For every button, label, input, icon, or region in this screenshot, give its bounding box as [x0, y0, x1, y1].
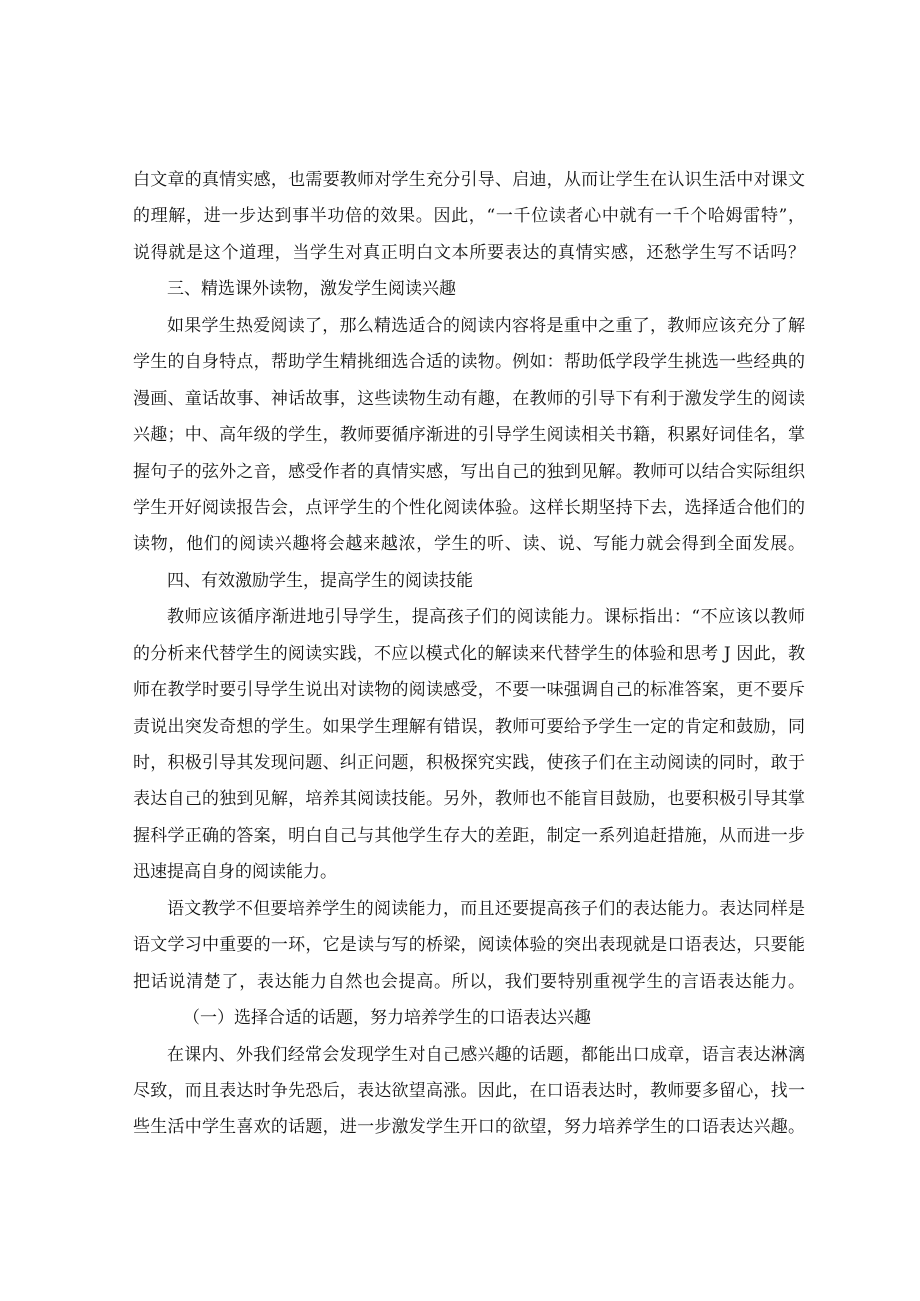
- subsection-heading-1: （一）选择合适的话题，努力培养学生的口语表达兴趣: [183, 1008, 591, 1029]
- text-line-27: 些生活中学生喜欢的话题，进一步激发学生开口的欲望，努力培养学生的口语表达兴趣。: [133, 1117, 805, 1138]
- text-line-8: 兴趣；中、高年级的学生，教师要循序渐进的引导学生阅读相关书籍，积累好词佳名，掌: [133, 425, 805, 446]
- text-line-18: 表达自己的独到见解，培养其阅读技能。另外，教师也不能盲目鼓励，也要积极引导其掌: [133, 789, 805, 810]
- text-line-26: 尽致，而且表达时争先恐后，表达欲望高涨。因此，在口语表达时，教师要多留心，找一: [133, 1080, 805, 1101]
- text-line-23: 把话说清楚了，表达能力自然也会提高。所以，我们要特别重视学生的言语表达能力。: [133, 971, 805, 992]
- text-line-3: 说得就是这个道理，当学生对真正明白文本所要表达的真情实感，还愁学生写不话吗？: [133, 242, 805, 263]
- text-line-2: 的理解，进一步达到事半功倍的效果。因此，“一千位读者心中就有一千个哈姆雷特”，: [133, 206, 805, 227]
- text-line-17: 时，积极引导其发现问题、纠正问题，积极探究实践，使孩子们在主动阅读的同时，敢于: [133, 753, 805, 773]
- text-line-14: 的分析来代替学生的阅读实践，不应以模式化的解读来代替学生的体验和思考 J 因此，教: [133, 643, 805, 664]
- section-heading-4: 四、有效激励学生，提高学生的阅读技能: [167, 570, 473, 591]
- text-line-16: 责说出突发奇想的学生。如果学生理解有错误，教师可要给予学生一定的肯定和鼓励，同: [133, 716, 805, 737]
- document-body: [133, 162, 805, 1146]
- text-line-5: 如果学生热爱阅读了，那么精选适合的阅读内容将是重中之重了，教师应该充分了解: [167, 315, 805, 336]
- text-line-10: 学生开好阅读报告会，点评学生的个性化阅读体验。这样长期坚持下去，选择适合他们的: [133, 497, 805, 518]
- text-line-20: 迅速提高自身的阅读能力。: [133, 862, 337, 883]
- text-line-7: 漫画、童话故事、神话故事，这些读物生动有趣，在教师的引导下有利于激发学生的阅读: [133, 388, 805, 409]
- text-line-13: 教师应该循序渐进地引导学生，提高孩子们的阅读能力。课标指出：“不应该以教师: [167, 607, 805, 628]
- section-heading-3: 三、精选课外读物，激发学生阅读兴趣: [167, 279, 456, 300]
- text-line-19: 握科学正确的答案，明白自己与其他学生存大的差距，制定一系列追赶措施，从而进一步: [133, 825, 805, 846]
- text-line-1: 白文章的真情实感，也需要教师对学生充分引导、启迪，从而让学生在认识生活中对课文: [133, 170, 805, 190]
- text-line-25: 在课内、外我们经常会发现学生对自己感兴趣的话题，都能出口成章，语言表达淋漓: [167, 1044, 805, 1065]
- text-line-9: 握句子的弦外之音，感受作者的真情实感，写出自己的独到见解。教师可以结合实际组织: [133, 461, 805, 482]
- text-line-11: 读物，他们的阅读兴趣将会越来越浓，学生的听、读、说、写能力就会得到全面发展。: [133, 534, 805, 555]
- text-line-22: 语文学习中重要的一环，它是读与写的桥梁，阅读体验的突出表现就是口语表达，只要能: [133, 935, 805, 956]
- text-line-6: 学生的自身特点，帮助学生精挑细选合适的读物。例如：帮助低学段学生挑选一些经典的: [133, 352, 805, 373]
- text-line-21: 语文教学不但要培养学生的阅读能力，而且还要提高孩子们的表达能力。表达同样是: [167, 898, 805, 919]
- text-line-15: 师在教学时要引导学生说出对读物的阅读感受，不要一味强调自己的标准答案，更不要斥: [133, 680, 805, 701]
